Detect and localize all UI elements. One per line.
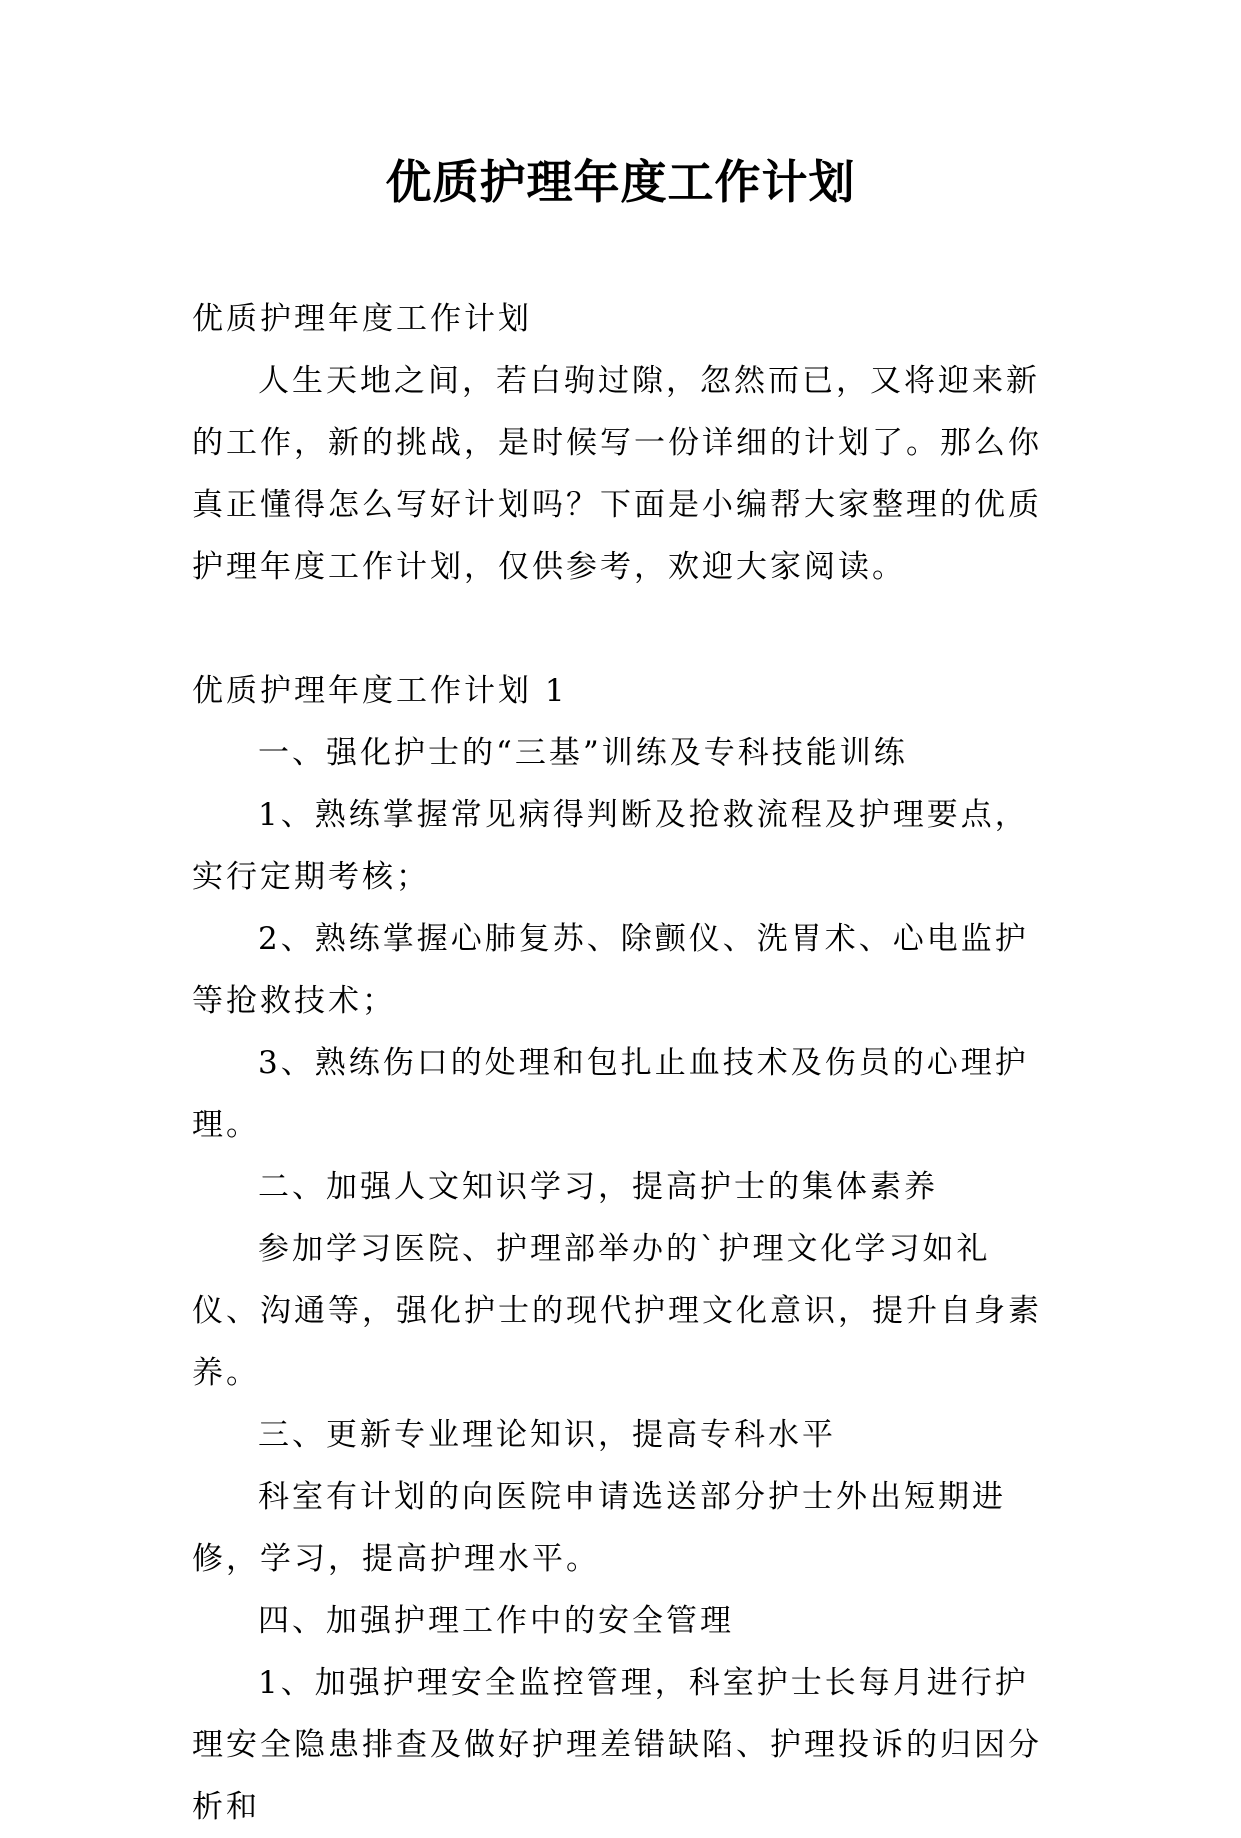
document-title: 优质护理年度工作计划 — [385, 155, 856, 209]
subtitle-line: 优质护理年度工作计划 — [192, 301, 532, 337]
heading-two: 二、加强人文知识学习，提高护士的集体素养 — [258, 1169, 938, 1205]
item-1-2: 2、熟练掌握心肺复苏、除颤仪、洗胃术、心电监护等抢救技术； — [192, 921, 1029, 1019]
heading-one: 一、强化护士的“三基”训练及专科技能训练 — [258, 735, 908, 771]
item-1-1: 1、熟练掌握常见病得判断及抢救流程及护理要点，实行定期考核； — [192, 797, 1029, 895]
heading-four: 四、加强护理工作中的安全管理 — [258, 1603, 734, 1639]
section-heading-plan-1: 优质护理年度工作计划 1 — [192, 673, 568, 709]
paragraph-two: 参加学习医院、护理部举办的`护理文化学习如礼仪、沟通等，强化护士的现代护理文化意识，提升自身素养。 — [192, 1231, 1042, 1391]
heading-three: 三、更新专业理论知识，提高专科水平 — [258, 1417, 836, 1453]
intro-paragraph: 人生天地之间，若白驹过隙，忽然而已，又将迎来新的工作，新的挑战，是时候写一份详细的计划了。那么你真正懂得怎么写好计划吗？下面是小编帮大家整理的优质护理年度工作计划，仅供参考，欢迎大家阅读。 — [192, 363, 1042, 585]
item-1-3: 3、熟练伤口的处理和包扎止血技术及伤员的心理护理。 — [192, 1045, 1029, 1143]
document-body — [192, 288, 1054, 1838]
item-4-1: 1、加强护理安全监控管理，科室护士长每月进行护理安全隐患排查及做好护理差错缺陷、护理投诉的归因分析和 — [192, 1665, 1042, 1825]
paragraph-three: 科室有计划的向医院申请选送部分护士外出短期进修，学习，提高护理水平。 — [192, 1479, 1006, 1577]
